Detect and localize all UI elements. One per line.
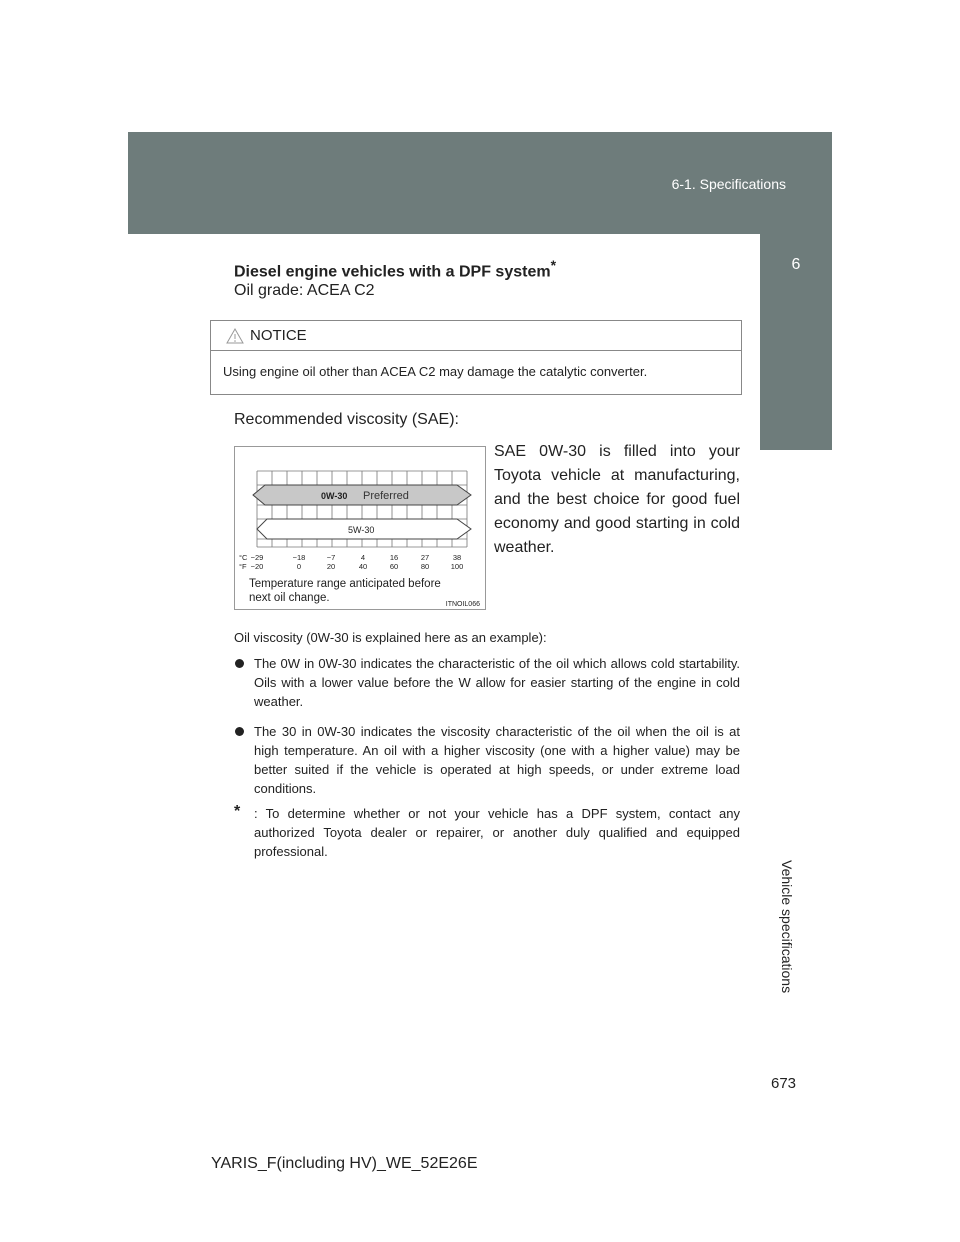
fahrenheit-tick: 100 <box>450 562 464 571</box>
notice-text: Using engine oil other than ACEA C2 may damage the catalytic converter. <box>223 364 648 379</box>
warning-triangle-icon <box>226 328 244 344</box>
footnote-text: : To determine whether or not your vehicle has a DPF system, contact any authorized Toyota dealer or repairer, or another duly qualified and equipped professional. <box>254 806 740 859</box>
notice-header <box>211 321 741 351</box>
chapter-label: Vehicle specifications <box>779 860 795 994</box>
celsius-tick: −29 <box>250 553 264 562</box>
footnote <box>234 804 740 861</box>
header-bar <box>128 132 832 234</box>
fahrenheit-tick: 80 <box>420 562 430 571</box>
diagram-caption-line1: Temperature range anticipated before <box>249 578 441 590</box>
bar-0w-30 <box>253 485 471 505</box>
heading-footnote-mark: * <box>550 257 557 273</box>
fahrenheit-tick: 60 <box>389 562 399 571</box>
fahrenheit-tick: 20 <box>326 562 336 571</box>
chapter-number: 6 <box>791 256 801 273</box>
celsius-unit: °C <box>239 553 248 562</box>
section-title: 6-1. Specifications <box>671 176 786 192</box>
celsius-tick: 16 <box>389 553 399 562</box>
celsius-tick: −18 <box>292 553 306 562</box>
celsius-tick: −7 <box>326 553 336 562</box>
figure-code: ITNOIL066 <box>445 601 480 608</box>
oil-grade: Oil grade: ACEA C2 <box>234 282 375 299</box>
bullet-text: The 0W in 0W-30 indicates the characteristic of the oil which allows cold startability. Oils with a lower value before the W allow for easier starting of the engine in cold weather. <box>254 656 740 709</box>
list-item <box>234 722 740 798</box>
viscosity-intro: Oil viscosity (0W-30 is explained here as an example): <box>234 630 547 645</box>
notice-title: NOTICE <box>250 327 307 344</box>
viscosity-diagram <box>234 446 486 610</box>
bar1-grade: 0W-30 <box>321 491 348 501</box>
recommended-viscosity: Recommended viscosity (SAE): <box>234 411 459 428</box>
diagram-caption-line2: next oil change. <box>249 592 330 604</box>
bullet-text: The 30 in 0W-30 indicates the viscosity characteristic of the oil when the oil is at high temperature. An oil with a higher viscosity (one with a higher value) may be better suited if the vehicle is operated at high speeds, or under extreme load conditions. <box>254 724 740 796</box>
bar1-note: Preferred <box>363 490 409 502</box>
fahrenheit-tick: −20 <box>250 562 264 571</box>
bullet-icon <box>235 727 244 736</box>
bullet-icon <box>235 659 244 668</box>
fahrenheit-tick: 40 <box>358 562 368 571</box>
heading-text: Diesel engine vehicles with a DPF system <box>234 263 551 281</box>
bar2-grade: 5W-30 <box>348 525 375 535</box>
celsius-tick: 27 <box>420 553 430 562</box>
page-number: 673 <box>771 1075 797 1092</box>
viscosity-bullets <box>234 654 740 809</box>
footnote-mark: * <box>234 803 241 820</box>
chapter-tab <box>760 234 832 450</box>
celsius-tick: 4 <box>360 553 366 562</box>
document-code: YARIS_F(including HV)_WE_52E26E <box>211 1155 478 1172</box>
celsius-tick: 38 <box>452 553 462 562</box>
fahrenheit-tick: 0 <box>296 562 302 571</box>
notice-box <box>210 320 742 395</box>
section-heading <box>234 257 556 281</box>
viscosity-chart <box>235 447 485 609</box>
list-item <box>234 654 740 711</box>
fahrenheit-unit: °F <box>239 562 247 571</box>
viscosity-description: SAE 0W-30 is filled into your Toyota vehicle at manufacturing, and the best choice for good fuel economy and good starting in cold weather. <box>494 443 740 556</box>
